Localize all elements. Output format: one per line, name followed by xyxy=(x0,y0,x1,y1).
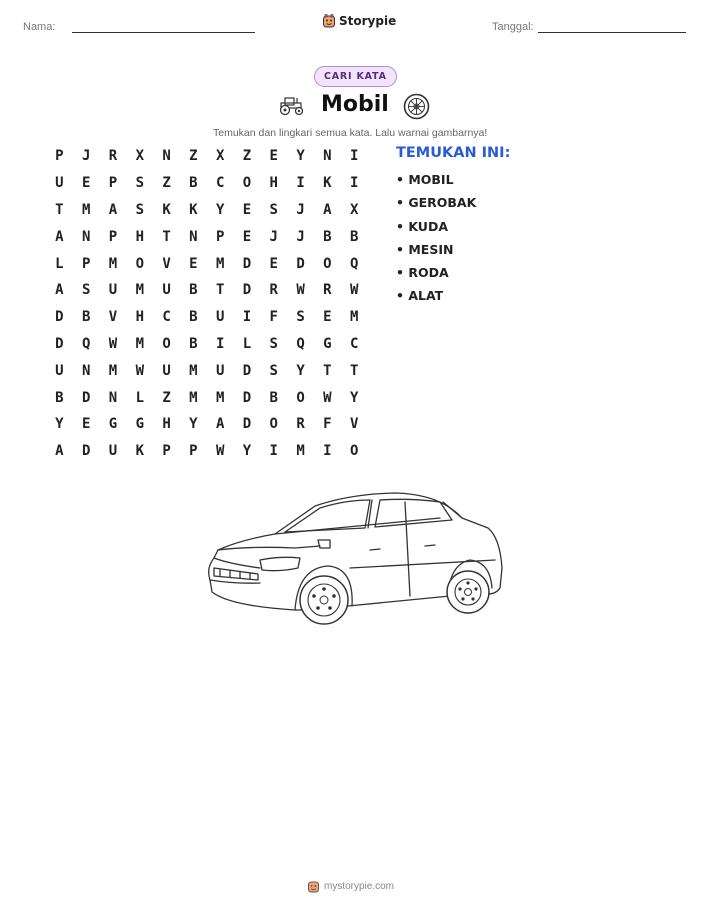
grid-letter[interactable]: A xyxy=(323,201,332,218)
grid-letter[interactable]: M xyxy=(189,389,198,406)
grid-letter[interactable]: O xyxy=(323,255,332,272)
grid-letter[interactable]: X xyxy=(349,201,359,218)
grid-letter[interactable]: F xyxy=(269,309,278,326)
grid-letter[interactable]: E xyxy=(269,148,278,165)
date-label: Tanggal: xyxy=(492,21,534,33)
grid-letter[interactable]: O xyxy=(242,175,252,192)
grid-letter[interactable]: S xyxy=(135,201,144,218)
grid-letter[interactable]: H xyxy=(135,309,144,326)
word-item: • ALAT xyxy=(396,288,444,304)
grid-letter[interactable]: B xyxy=(81,309,91,326)
grid-letter[interactable]: Y xyxy=(349,389,359,406)
grid-letter[interactable]: V xyxy=(108,309,118,326)
grid-letter[interactable]: U xyxy=(215,362,225,379)
category-badge: CARI KATA xyxy=(314,66,397,87)
grid-letter[interactable]: J xyxy=(296,228,305,245)
grid-letter[interactable]: M xyxy=(349,309,359,326)
grid-letter[interactable]: D xyxy=(81,443,91,460)
grid-letter[interactable]: X xyxy=(215,148,225,165)
grid-letter[interactable]: Q xyxy=(81,335,91,352)
grid-letter[interactable]: E xyxy=(81,416,91,433)
grid-letter[interactable]: E xyxy=(81,175,91,192)
brand-logo xyxy=(323,14,396,28)
grid-letter[interactable]: B xyxy=(349,228,359,245)
grid-letter[interactable]: M xyxy=(108,362,118,379)
grid-letter[interactable]: K xyxy=(323,175,332,192)
grid-letter[interactable]: H xyxy=(135,228,144,245)
grid-letter[interactable]: J xyxy=(269,228,278,245)
grid-letter[interactable]: Z xyxy=(242,148,252,165)
grid-letter[interactable]: O xyxy=(269,416,278,433)
grid-letter[interactable]: K xyxy=(162,201,171,218)
word-list xyxy=(396,172,476,312)
grid-letter[interactable]: T xyxy=(349,362,359,379)
grid-letter[interactable]: V xyxy=(162,255,171,272)
grid-letter[interactable]: Y xyxy=(55,416,64,433)
grid-letter[interactable]: Y xyxy=(296,362,305,379)
footer-brand xyxy=(308,880,394,893)
grid-letter[interactable]: U xyxy=(162,362,171,379)
grid-letter[interactable]: I xyxy=(242,309,252,326)
name-field-line[interactable] xyxy=(72,32,255,33)
grid-letter[interactable]: P xyxy=(55,148,64,165)
grid-letter[interactable]: I xyxy=(269,443,278,460)
wheel-icon xyxy=(403,93,430,120)
grid-letter[interactable]: Z xyxy=(162,175,171,192)
grid-letter[interactable]: P xyxy=(162,443,171,460)
grid-letter[interactable]: B xyxy=(323,228,332,245)
grid-letter[interactable]: E xyxy=(323,309,332,326)
grid-letter[interactable]: A xyxy=(55,282,64,299)
date-field-line[interactable] xyxy=(538,32,686,33)
grid-letter[interactable]: T xyxy=(55,201,64,218)
grid-letter[interactable]: X xyxy=(135,148,144,165)
grid-letter[interactable]: N xyxy=(108,389,118,406)
grid-letter[interactable]: D xyxy=(242,362,252,379)
grid-letter[interactable]: M xyxy=(81,201,91,218)
grid-letter[interactable]: D xyxy=(242,255,252,272)
grid-letter[interactable]: U xyxy=(55,175,64,192)
grid-letter[interactable]: S xyxy=(296,309,305,326)
grid-letter[interactable]: B xyxy=(55,389,64,406)
car-illustration xyxy=(200,488,510,638)
word-item: • GEROBAK xyxy=(396,195,477,211)
grid-letter[interactable]: I xyxy=(349,175,359,192)
grid-letter[interactable]: O xyxy=(135,255,144,272)
grid-letter[interactable]: G xyxy=(135,416,144,433)
grid-letter[interactable]: C xyxy=(349,335,359,352)
instructions: Temukan dan lingkari semua kata. Lalu warnai gambarnya! xyxy=(213,127,488,139)
grid-letter[interactable]: Q xyxy=(349,255,359,272)
grid-letter[interactable]: S xyxy=(269,201,278,218)
grid-letter[interactable]: S xyxy=(135,175,144,192)
grid-letter[interactable]: B xyxy=(269,389,278,406)
grid-letter[interactable]: W xyxy=(296,282,305,299)
grid-letter[interactable]: N xyxy=(162,148,171,165)
grid-letter[interactable]: E xyxy=(242,228,252,245)
grid-letter[interactable]: D xyxy=(55,335,64,352)
grid-letter[interactable]: J xyxy=(81,148,91,165)
grid-letter[interactable]: D xyxy=(81,389,91,406)
grid-letter[interactable]: R xyxy=(269,282,278,299)
word-item: • KUDA xyxy=(396,218,449,234)
grid-letter[interactable]: P xyxy=(108,175,118,192)
grid-letter[interactable]: H xyxy=(269,175,278,192)
storypie-logo-icon xyxy=(323,14,335,28)
grid-letter[interactable]: E xyxy=(242,201,252,218)
grid-letter[interactable]: F xyxy=(323,416,332,433)
grid-letter[interactable]: L xyxy=(55,255,64,272)
grid-letter[interactable]: W xyxy=(349,282,359,299)
grid-letter[interactable]: U xyxy=(162,282,171,299)
grid-letter[interactable]: I xyxy=(323,443,332,460)
grid-letter[interactable]: T xyxy=(215,282,225,299)
grid-letter[interactable]: I xyxy=(349,148,359,165)
grid-letter[interactable]: W xyxy=(323,389,332,406)
grid-letter[interactable]: N xyxy=(81,362,91,379)
word-item: • MESIN xyxy=(396,241,454,257)
grid-letter[interactable]: Y xyxy=(215,201,225,218)
grid-letter[interactable]: O xyxy=(162,335,171,352)
grid-letter[interactable]: O xyxy=(349,443,359,460)
grid-letter[interactable]: V xyxy=(349,416,359,433)
grid-letter[interactable]: J xyxy=(296,201,305,218)
grid-letter[interactable]: M xyxy=(108,255,118,272)
grid-letter[interactable]: U xyxy=(108,443,118,460)
grid-letter[interactable]: A xyxy=(55,443,64,460)
grid-letter[interactable]: N xyxy=(323,148,332,165)
word-search-grid xyxy=(46,143,368,465)
grid-letter[interactable]: D xyxy=(296,255,305,272)
grid-letter[interactable]: W xyxy=(135,362,144,379)
grid-letter[interactable]: P xyxy=(215,228,225,245)
grid-letter[interactable]: R xyxy=(296,416,305,433)
grid-letter[interactable]: M xyxy=(135,282,144,299)
grid-letter[interactable]: N xyxy=(189,228,198,245)
grid-letter[interactable]: M xyxy=(215,389,225,406)
grid-letter[interactable]: L xyxy=(242,335,252,352)
grid-letter[interactable]: Z xyxy=(162,389,171,406)
tractor-icon xyxy=(277,94,307,116)
grid-letter[interactable]: A xyxy=(55,228,64,245)
grid-letter[interactable]: C xyxy=(162,309,171,326)
grid-letter[interactable]: D xyxy=(242,282,252,299)
grid-letter[interactable]: O xyxy=(296,389,305,406)
storypie-footer-icon xyxy=(308,880,319,893)
grid-letter[interactable]: D xyxy=(242,416,252,433)
grid-letter[interactable]: U xyxy=(55,362,64,379)
grid-letter[interactable]: G xyxy=(108,416,118,433)
grid-letter[interactable]: M xyxy=(296,443,305,460)
page-title: Mobil xyxy=(321,92,389,117)
grid-letter[interactable]: E xyxy=(269,255,278,272)
grid-letter[interactable]: R xyxy=(323,282,332,299)
grid-letter[interactable]: B xyxy=(189,175,198,192)
word-item: • MOBIL xyxy=(396,172,454,187)
word-item: • RODA xyxy=(396,265,449,281)
grid-letter[interactable]: P xyxy=(189,443,198,460)
grid-letter[interactable]: A xyxy=(215,416,225,433)
grid-letter[interactable]: H xyxy=(162,416,171,433)
grid-letter[interactable]: N xyxy=(81,228,91,245)
grid-letter[interactable]: K xyxy=(189,201,198,218)
grid-letter[interactable]: P xyxy=(81,255,91,272)
grid-letter[interactable]: D xyxy=(55,309,64,326)
grid-letter[interactable]: M xyxy=(135,335,144,352)
grid-letter[interactable]: I xyxy=(296,175,305,192)
grid-letter[interactable]: I xyxy=(215,335,225,352)
grid-letter[interactable]: Y xyxy=(296,148,305,165)
grid-letter[interactable]: Z xyxy=(189,148,198,165)
grid-letter[interactable]: A xyxy=(108,201,118,218)
grid-letter[interactable]: Y xyxy=(189,416,198,433)
grid-letter[interactable]: U xyxy=(108,282,118,299)
grid-letter[interactable]: T xyxy=(162,228,171,245)
brand-name: Storypie xyxy=(339,14,397,28)
grid-letter[interactable]: W xyxy=(215,443,225,460)
word-list-title: TEMUKAN INI: xyxy=(396,145,511,161)
grid-letter[interactable]: S xyxy=(269,362,278,379)
grid-letter[interactable]: B xyxy=(189,282,198,299)
footer-url[interactable]: mystorypie.com xyxy=(324,881,395,892)
grid-letter[interactable]: S xyxy=(269,335,278,352)
grid-letter[interactable]: L xyxy=(135,389,144,406)
grid-letter[interactable]: B xyxy=(189,335,198,352)
grid-letter[interactable]: R xyxy=(108,148,118,165)
grid-letter[interactable]: B xyxy=(189,309,198,326)
grid-letter[interactable]: W xyxy=(108,335,118,352)
grid-letter[interactable]: U xyxy=(215,309,225,326)
grid-letter[interactable]: P xyxy=(108,228,118,245)
grid-letter[interactable]: M xyxy=(189,362,198,379)
grid-letter[interactable]: S xyxy=(81,282,91,299)
grid-letter[interactable]: M xyxy=(215,255,225,272)
grid-letter[interactable]: Y xyxy=(242,443,252,460)
grid-letter[interactable]: E xyxy=(189,255,198,272)
grid-letter[interactable]: T xyxy=(323,362,332,379)
grid-letter[interactable]: K xyxy=(135,443,144,460)
grid-letter[interactable]: G xyxy=(323,335,332,352)
grid-letter[interactable]: C xyxy=(215,175,225,192)
grid-letter[interactable]: Q xyxy=(296,335,305,352)
grid-letter[interactable]: D xyxy=(242,389,252,406)
name-label: Nama: xyxy=(23,21,56,33)
